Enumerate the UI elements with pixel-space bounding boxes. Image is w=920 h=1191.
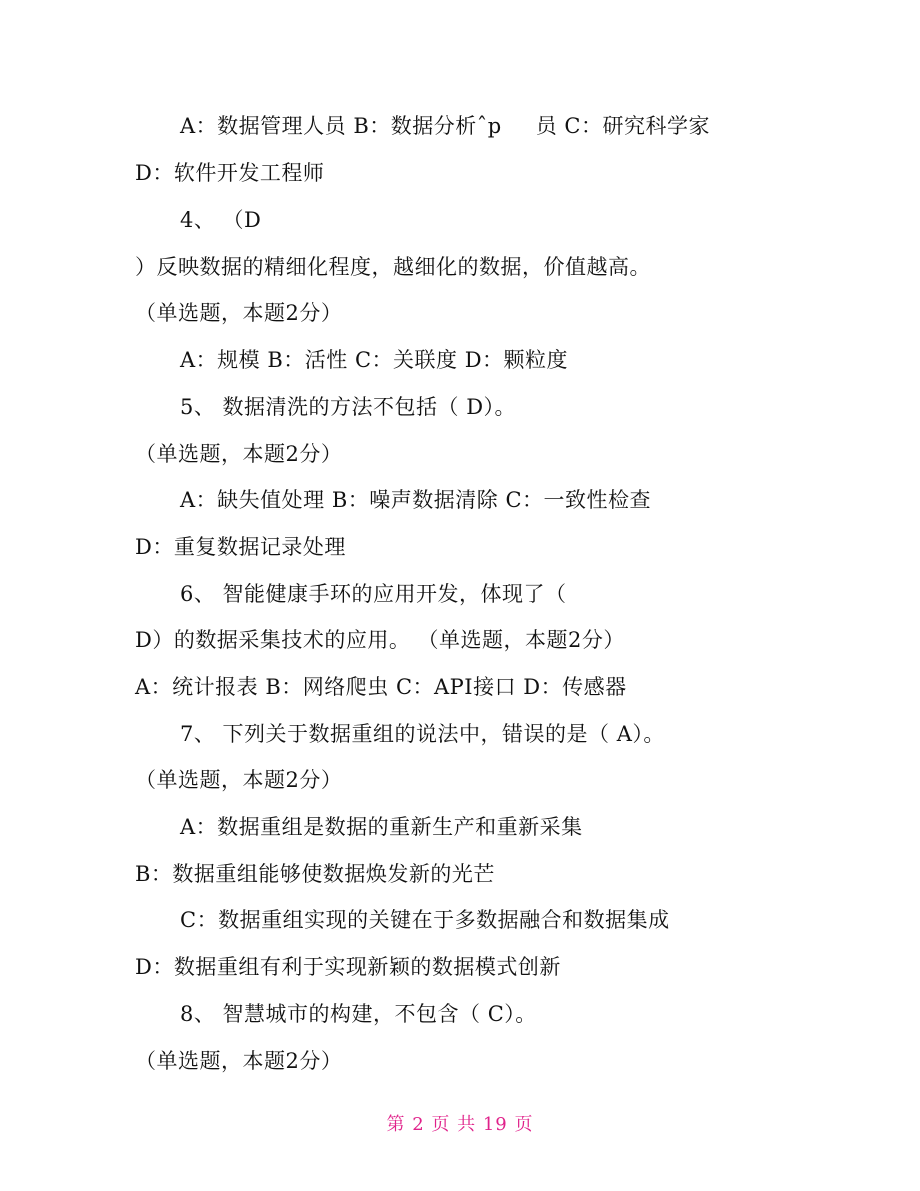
q7-option-a: A：数据重组是数据的重新生产和重新采集 bbox=[180, 815, 583, 839]
q8-question-text: 8、 智慧城市的构建，不包含（ C）。 bbox=[180, 1002, 537, 1026]
q7-option-b: B：数据重组能够使数据焕发新的光芒 bbox=[135, 862, 495, 886]
q5-options-line1: A：缺失值处理 B：噪声数据清除 C：一致性检查 bbox=[180, 488, 652, 512]
q6-question-text: 6、 智能健康手环的应用开发，体现了（ bbox=[180, 582, 567, 606]
q5-options-line2: D：重复数据记录处理 bbox=[135, 535, 346, 559]
q5-question-text: 5、 数据清洗的方法不包括（ D）。 bbox=[180, 395, 517, 419]
q4-question-type: （单选题，本题2分） bbox=[135, 301, 343, 325]
q7-question-text: 7、 下列关于数据重组的说法中，错误的是（ A）。 bbox=[180, 722, 665, 746]
q8-question-type: （单选题，本题2分） bbox=[135, 1049, 343, 1073]
q6-question-text-continued: D）的数据采集技术的应用。 （单选题，本题2分） bbox=[135, 628, 625, 652]
q4-question-text: ）反映数据的精细化程度，越细化的数据，价值越高。 bbox=[135, 255, 651, 279]
q7-option-d: D：数据重组有利于实现新颖的数据模式创新 bbox=[135, 955, 561, 979]
q6-options: A：统计报表 B：网络爬虫 C：API接口 D：传感器 bbox=[135, 675, 627, 699]
q3-options-part1: A：数据管理人员 B：数据分析ˆp bbox=[180, 114, 502, 138]
q3-option-d: D：软件开发工程师 bbox=[135, 161, 325, 185]
q7-question-type: （单选题，本题2分） bbox=[135, 768, 343, 792]
q4-number: 4、 （D bbox=[180, 208, 262, 232]
q3-options-part2: 员 C：研究科学家 bbox=[535, 114, 710, 138]
q7-option-c: C：数据重组实现的关键在于多数据融合和数据集成 bbox=[180, 908, 670, 932]
q5-question-type: （单选题，本题2分） bbox=[135, 442, 343, 466]
page-number-footer: 第 2 页 共 19 页 bbox=[386, 1114, 534, 1135]
q4-options: A：规模 B：活性 C：关联度 D：颗粒度 bbox=[180, 348, 569, 372]
q3-options-line bbox=[180, 112, 880, 140]
